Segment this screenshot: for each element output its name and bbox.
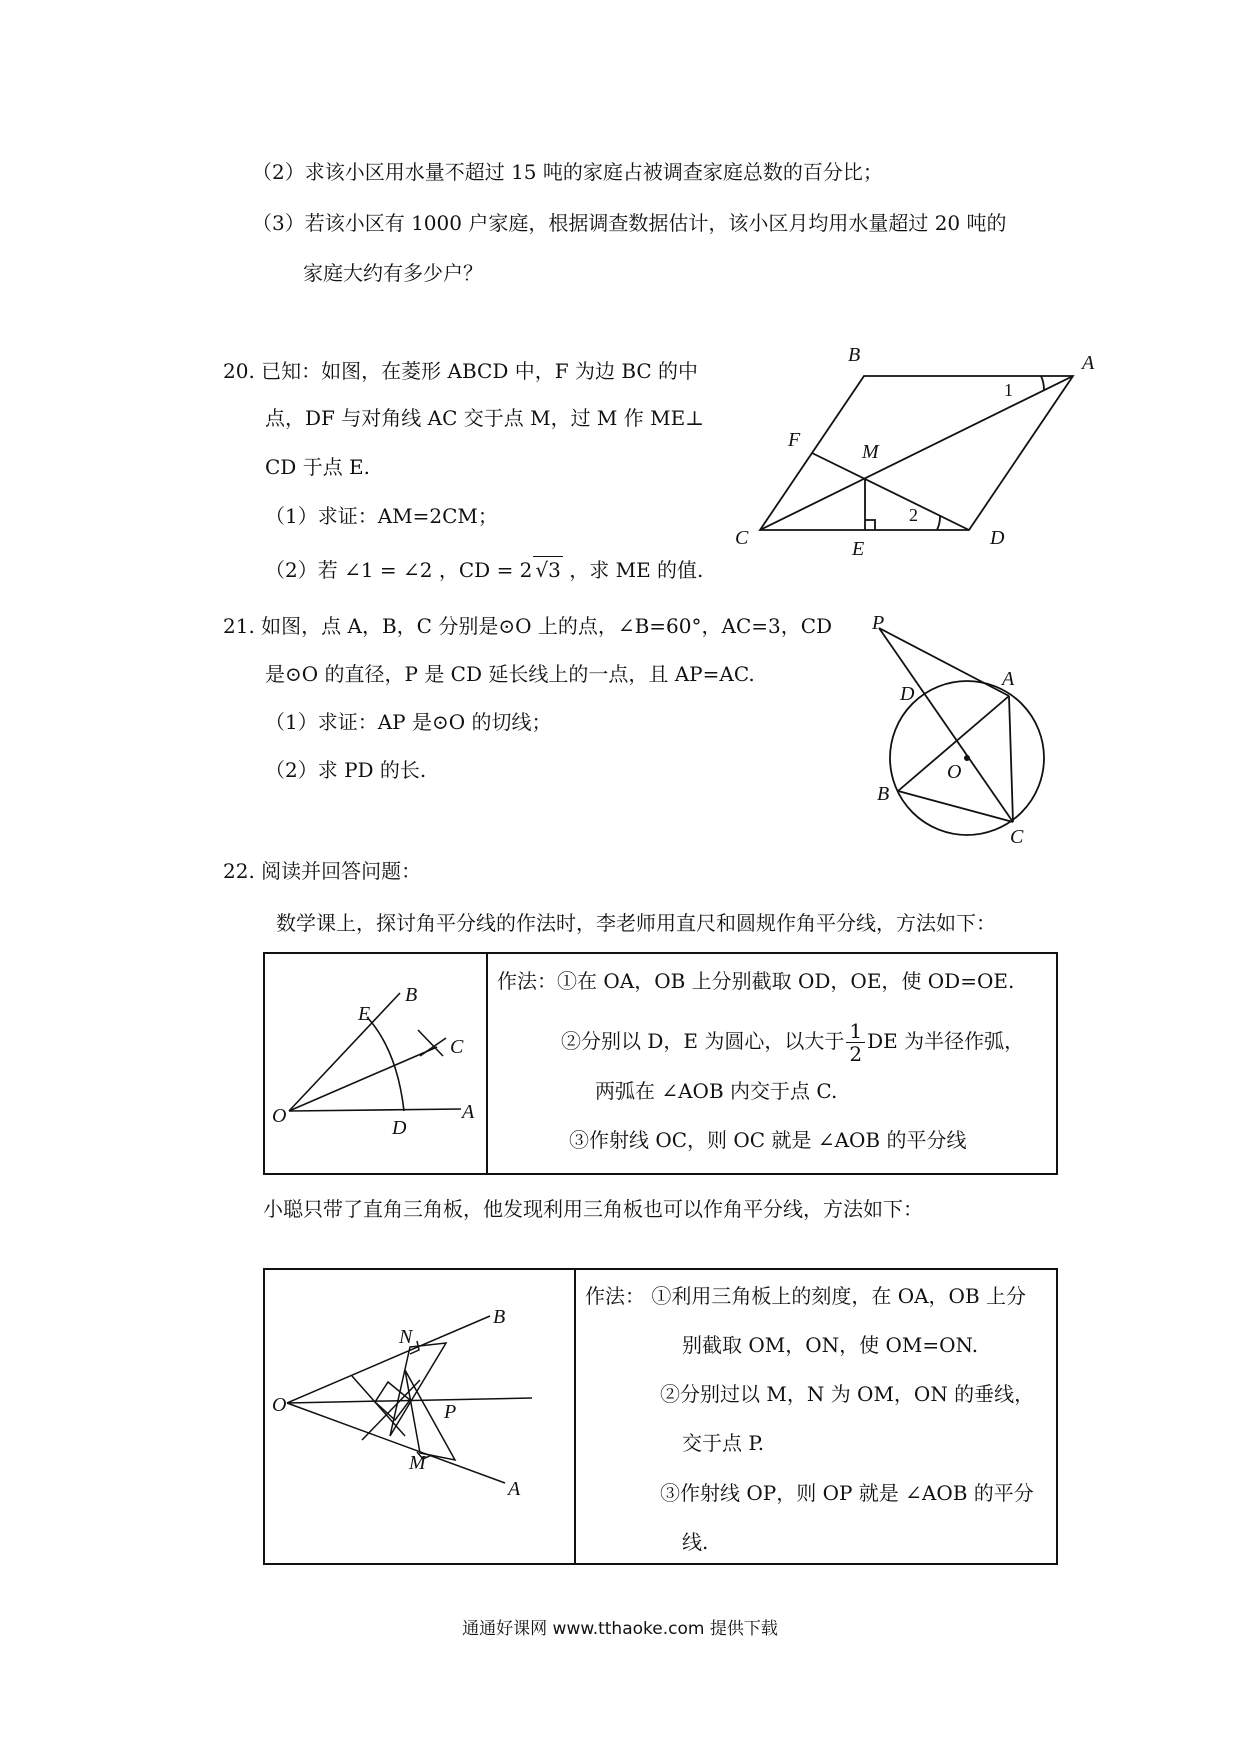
label-c: C xyxy=(735,527,749,549)
q21-part2: （2）求 PD 的长. xyxy=(265,758,427,782)
q19-part3-cont: 家庭大约有多少户？ xyxy=(303,261,483,285)
sqrt-symbol: √3 xyxy=(535,558,561,582)
label-o: O xyxy=(947,761,962,783)
label-b: B xyxy=(493,1306,506,1328)
q20-part2-post: ，求 ME 的值. xyxy=(562,558,704,582)
fraction-denominator: 2 xyxy=(849,1042,863,1066)
label-n: N xyxy=(399,1326,413,1348)
box1-step1: 作法：①在 OA，OB 上分别截取 OD，OE，使 OD=OE. xyxy=(497,969,1015,993)
label-d: D xyxy=(990,527,1005,549)
q22-title: 22. 阅读并回答问题： xyxy=(223,859,422,883)
q20-stem-line3: CD 于点 E. xyxy=(265,455,371,479)
q22-middle: 小聪只带了直角三角板，他发现利用三角板也可以作角平分线，方法如下： xyxy=(263,1197,923,1221)
ray-ob xyxy=(287,1316,490,1403)
box2-step2: ②分别过以 M，N 为 OM，ON 的垂线， xyxy=(660,1382,1035,1406)
box2-step1-cont: 别截取 OM，ON，使 OM=ON. xyxy=(682,1333,979,1357)
label-p: P xyxy=(872,612,885,634)
box1-step3: 两弧在 ∠AOB 内交于点 C. xyxy=(595,1079,838,1103)
q20-stem-line2: 点，DF 与对角线 AC 交于点 M，过 M 作 ME⊥ xyxy=(265,406,705,430)
q21-stem-line1: 21. 如图，点 A，B，C 分别是⊙O 上的点，∠B=60°，AC=3，CD xyxy=(223,614,833,638)
ray-oa xyxy=(287,1403,505,1483)
box2-step3: ③作射线 OP，则 OP 就是 ∠AOB 的平分 xyxy=(660,1481,1034,1505)
label-f: F xyxy=(788,429,801,451)
label-a: A xyxy=(508,1478,521,1500)
box1-step2-post: DE 为半径作弧， xyxy=(867,1029,1025,1053)
q20-part1: （1）求证：AM=2CM； xyxy=(265,504,498,528)
label-b: B xyxy=(405,984,418,1006)
box2-step1: 作法： ①利用三角板上的刻度，在 OA，OB 上分 xyxy=(585,1284,1027,1308)
label-m: M xyxy=(862,441,879,463)
label-p: P xyxy=(444,1401,457,1423)
box2-step2-cont: 交于点 P. xyxy=(682,1431,765,1455)
label-e: E xyxy=(852,538,865,560)
label-e: E xyxy=(358,1003,371,1025)
footer-source: 通通好课网 www.tthaoke.com 提供下载 xyxy=(462,1619,778,1639)
label-m: M xyxy=(409,1452,426,1474)
label-o: O xyxy=(272,1105,287,1127)
fraction-numerator: 1 xyxy=(846,1020,865,1043)
label-a: A xyxy=(1082,352,1095,374)
label-b: B xyxy=(877,783,890,805)
q22-intro: 数学课上，探讨角平分线的作法时，李老师用直尺和圆规作角平分线，方法如下： xyxy=(276,911,996,935)
q20-stem-line1: 20. 已知：如图，在菱形 ABCD 中，F 为边 BC 的中 xyxy=(223,359,699,383)
label-b: B xyxy=(848,344,861,366)
q21-part1: （1）求证：AP 是⊙O 的切线； xyxy=(265,710,552,734)
label-a: A xyxy=(462,1101,475,1123)
q20-sqrt-value: 3 xyxy=(548,558,561,582)
label-o: O xyxy=(272,1394,287,1416)
angle-1-label: 1 xyxy=(1004,380,1013,400)
label-c: C xyxy=(1010,826,1024,848)
label-d: D xyxy=(392,1117,407,1139)
q19-part3: （3）若该小区有 1000 户家庭，根据调查数据估计，该小区月均用水量超过 20 吨的 xyxy=(252,211,1007,235)
label-c: C xyxy=(450,1036,464,1058)
box2-step3-cont: 线. xyxy=(682,1530,709,1554)
q20-part2-pre: （2）若 ∠1 = ∠2 ，CD = 2 xyxy=(265,558,533,582)
q21-stem-line2: 是⊙O 的直径，P 是 CD 延长线上的一点，且 AP=AC. xyxy=(265,662,755,686)
label-a: A xyxy=(1002,668,1015,690)
label-d: D xyxy=(900,683,915,705)
angle-2-label: 2 xyxy=(909,505,918,525)
q19-part2: （2）求该小区用水量不超过 15 吨的家庭占被调查家庭总数的百分比； xyxy=(252,160,883,184)
box1-step2-pre: ②分别以 D，E 为圆心，以大于 xyxy=(561,1029,845,1053)
box1-step4: ③作射线 OC，则 OC 就是 ∠AOB 的平分线 xyxy=(569,1128,967,1152)
triangle-ruler-1 xyxy=(390,1343,446,1436)
